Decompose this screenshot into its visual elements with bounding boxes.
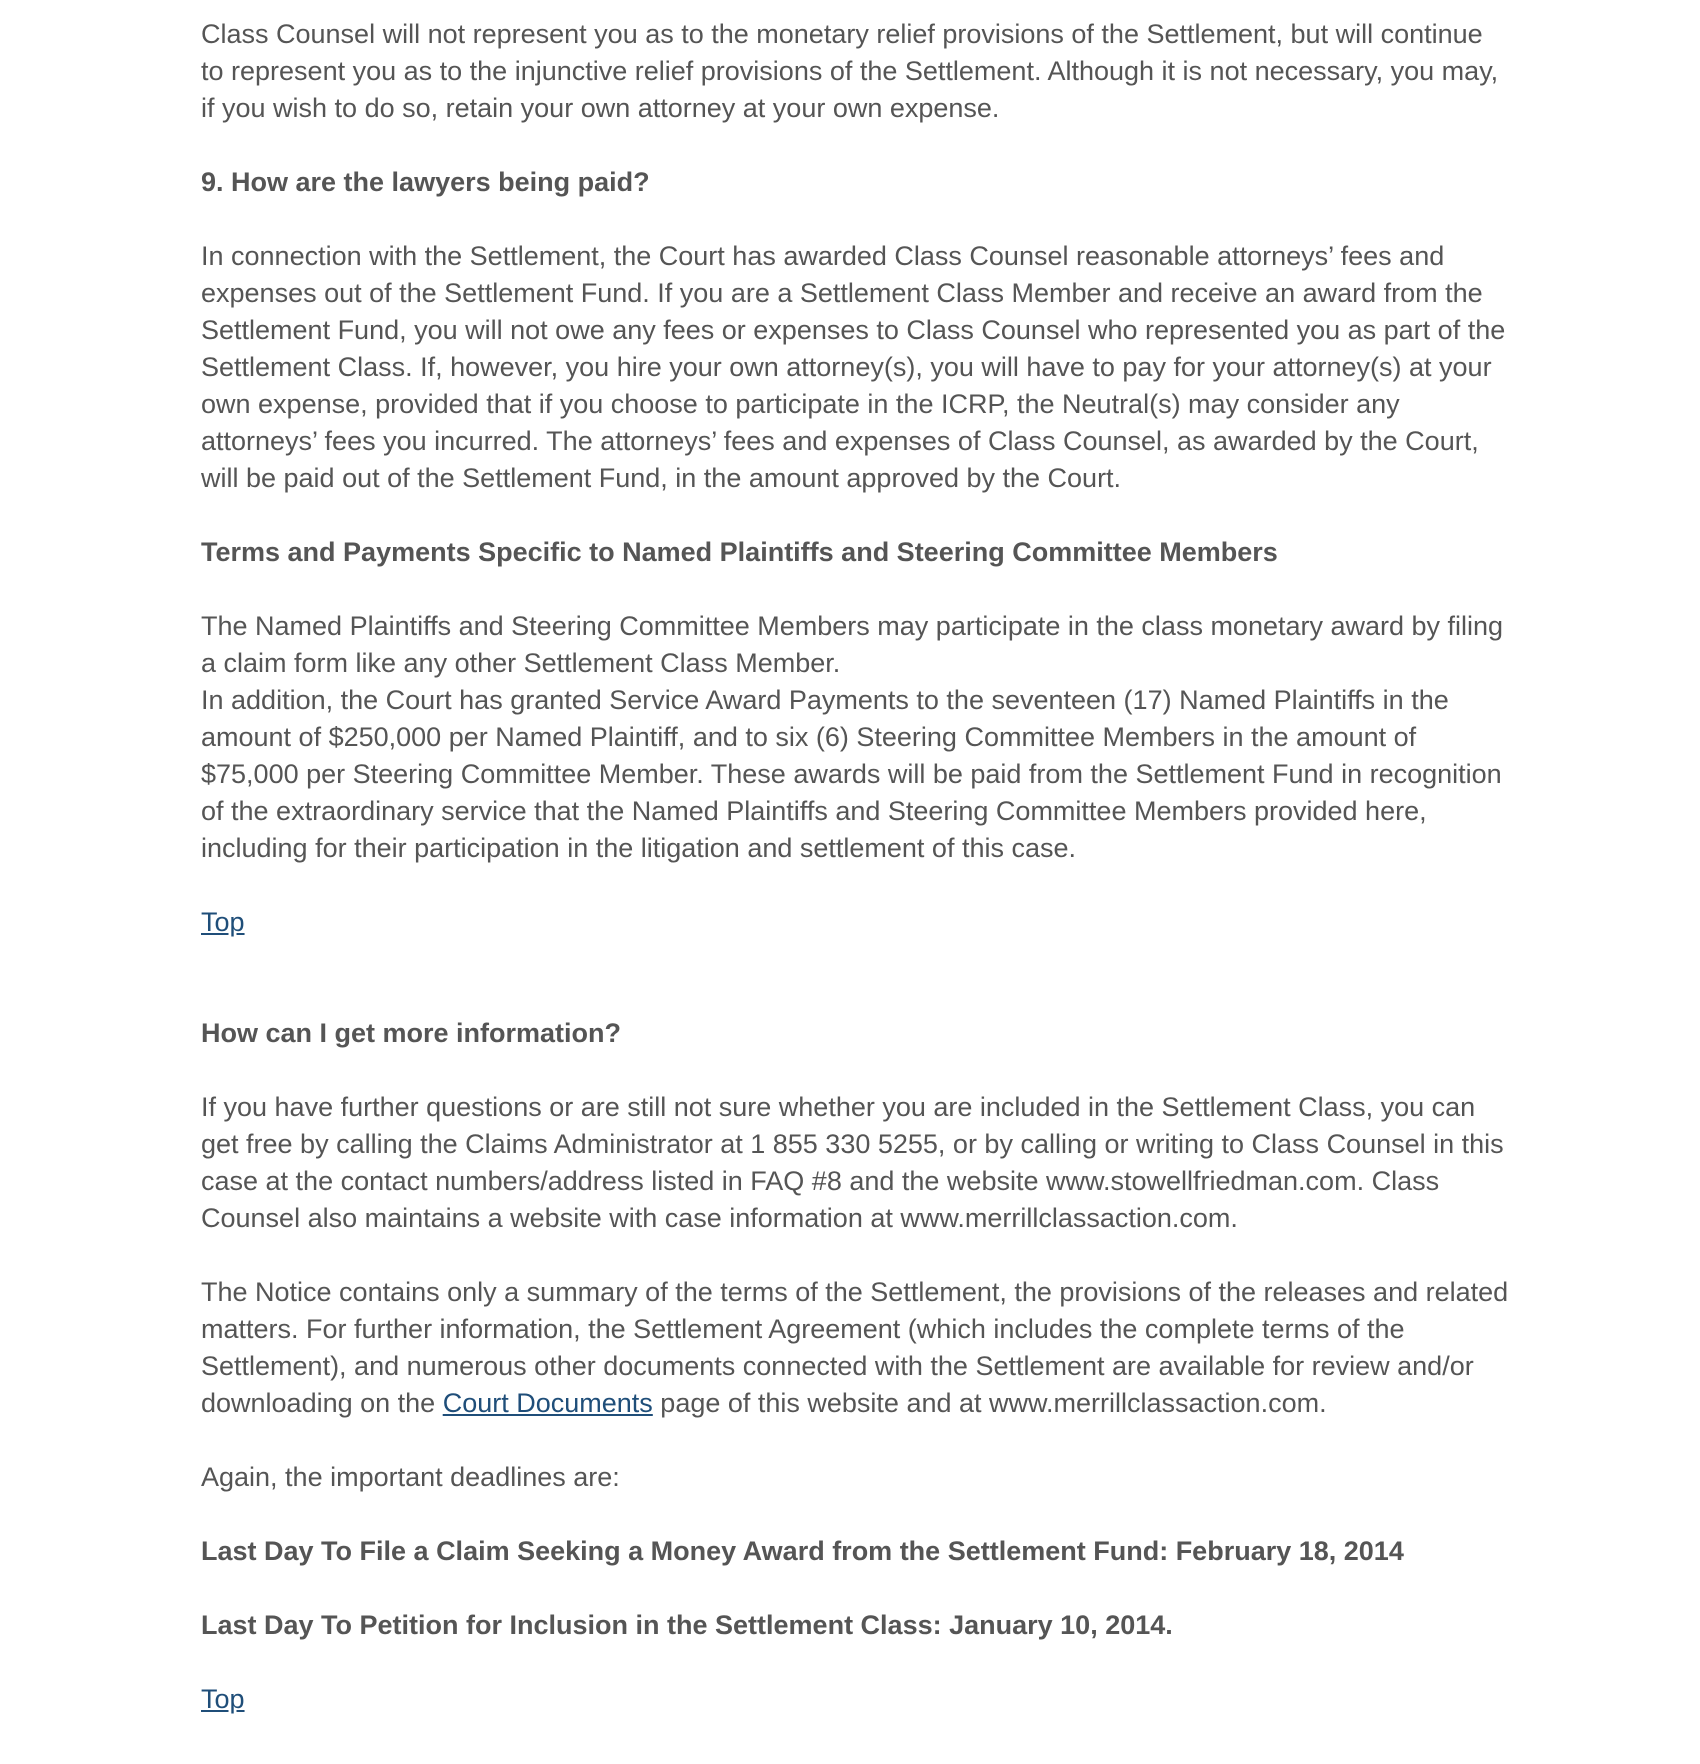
court-documents-link[interactable]: Court Documents — [442, 1388, 653, 1418]
top-link-bottom[interactable]: Top — [201, 1684, 245, 1714]
heading-named-plaintiffs: Terms and Payments Specific to Named Plaintiffs and Steering Committee Members — [201, 537, 1278, 567]
paragraph-named-plaintiffs-claim: The Named Plaintiffs and Steering Committee Members may participate in the class monetary award by filing a claim form like any other Settlement Class Member. — [201, 611, 1504, 678]
paragraph-class-counsel: Class Counsel will not represent you as to the monetary relief provisions of the Settlement, but will continue to represent you as to the injunctive relief provisions of the Settlement. Although it is not necessary, you may, if you wish to do so, retain your own attorney at your own expense. — [201, 19, 1499, 123]
heading-more-information: How can I get more information? — [201, 1018, 622, 1048]
paragraph-deadlines-intro: Again, the important deadlines are: — [201, 1462, 620, 1492]
deadline-petition: Last Day To Petition for Inclusion in the Settlement Class: January 10, 2014. — [201, 1610, 1173, 1640]
top-link-container-bottom — [201, 1681, 1511, 1718]
notice-text-after: page of this website and at www.merrillclassaction.com. — [652, 1388, 1327, 1418]
paragraph-service-awards: In addition, the Court has granted Service Award Payments to the seventeen (17) Named Plaintiffs in the amount of $250,000 per Named Plaintiff, and to six (6) Steering Committee Members in the amount of $75,000 per Steering Committee Member. These awards will be paid from the Settlement Fund in recognition of the extraordinary service that the Named Plaintiffs and Steering Committee Members provided here, including for their participation in the litigation and settlement of this case. — [201, 685, 1502, 863]
top-link-container — [201, 904, 1511, 941]
paragraph-notice-summary — [201, 1274, 1511, 1422]
deadline-claim: Last Day To File a Claim Seeking a Money Award from the Settlement Fund: February 18, 2014 — [201, 1536, 1404, 1566]
document-page — [201, 16, 1511, 1755]
section-spacer — [201, 978, 1511, 1015]
notice-text-before: The Notice contains only a summary of the terms of the Settlement, the provisions of the releases and related matters. For further information, the Settlement Agreement (which includes the complete terms of the Settlement), and numerous other documents connected with the Settlement are available for review and/or downloading on the — [201, 1277, 1509, 1418]
top-link[interactable]: Top — [201, 907, 245, 937]
heading-lawyers-paid: 9. How are the lawyers being paid? — [201, 167, 650, 197]
paragraph-attorneys-fees: In connection with the Settlement, the Court has awarded Class Counsel reasonable attorneys’ fees and expenses out of the Settlement Fund. If you are a Settlement Class Member and receive an award from the Settlement Fund, you will not owe any fees or expenses to Class Counsel who represented you as part of the Settlement Class. If, however, you hire your own attorney(s), you will have to pay for your attorney(s) at your own expense, provided that if you choose to participate in the ICRP, the Neutral(s) may consider any attorneys’ fees you incurred. The attorneys’ fees and expenses of Class Counsel, as awarded by the Court, will be paid out of the Settlement Fund, in the amount approved by the Court. — [201, 241, 1506, 493]
paragraph-further-questions: If you have further questions or are still not sure whether you are included in the Settlement Class, you can get free by calling the Claims Administrator at 1 855 330 5255, or by calling or writing to Class Counsel in this case at the contact numbers/address listed in FAQ #8 and the website www.stowellfriedman.com. Class Counsel also maintains a website with case information at www.merrillclassaction.com. — [201, 1092, 1504, 1233]
